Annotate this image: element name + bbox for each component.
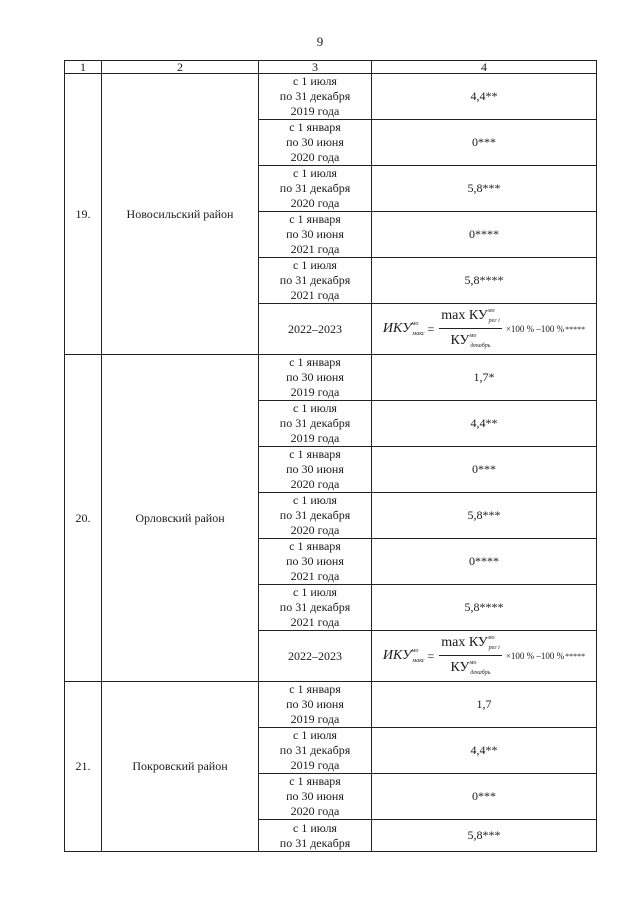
- period-line: по 30 июня: [286, 370, 344, 384]
- index-value: 5,8***: [372, 820, 597, 852]
- formula-footnote-stars: *****: [565, 651, 586, 661]
- formula-numerator-sub: рег i: [488, 318, 500, 324]
- formula-cell: [372, 304, 597, 355]
- header-col-2: 2: [102, 61, 259, 74]
- period-line: по 31 декабря: [279, 416, 351, 430]
- header-col-1: 1: [65, 61, 102, 74]
- table-row: [65, 74, 597, 120]
- formula-denominator: КУ: [450, 333, 470, 348]
- period-line: 2019 года: [290, 431, 340, 445]
- formula-fraction: [439, 631, 502, 681]
- formula-numerator: max КУ: [441, 635, 488, 650]
- period-cell: [259, 212, 372, 258]
- period-line: по 31 декабря: [279, 273, 351, 287]
- formula-cell: [372, 631, 597, 682]
- formula-lhs: ИКУ: [382, 647, 412, 663]
- header-row: [65, 61, 597, 74]
- header-col-4: 4: [372, 61, 597, 74]
- period-line: по 31 декабря: [279, 89, 351, 103]
- period-line: по 30 июня: [286, 554, 344, 568]
- period-line: 2020 года: [290, 523, 340, 537]
- iku-formula: [383, 631, 585, 681]
- period-line: по 30 июня: [286, 697, 344, 711]
- row-number: 19.: [65, 74, 102, 355]
- formula-denominator-sub: декабрь: [470, 343, 491, 349]
- district-name: Орловский район: [102, 355, 259, 682]
- index-value: 4,4**: [372, 74, 597, 120]
- period-line: с 1 июля: [293, 74, 337, 88]
- formula-denominator-sup: мо: [469, 333, 477, 339]
- period-line: с 1 июля: [293, 166, 337, 180]
- period-cell: [259, 166, 372, 212]
- index-value: 1,7: [372, 682, 597, 728]
- formula-tail: ×100 % –100 %: [505, 323, 565, 334]
- index-value: 4,4**: [372, 401, 597, 447]
- period-cell: [259, 120, 372, 166]
- formula-lhs-sup: мо: [411, 647, 419, 654]
- period-line: по 31 декабря: [279, 835, 351, 850]
- period-line: 2020 года: [290, 477, 340, 491]
- formula-denominator-sup: мо: [469, 660, 477, 666]
- index-value: 1,7*: [372, 355, 597, 401]
- period-line: 2019 года: [290, 758, 340, 772]
- district-name: Покровский район: [102, 682, 259, 852]
- formula-equals: =: [427, 321, 435, 336]
- period-cell: [259, 728, 372, 774]
- period-line: с 1 января: [289, 355, 341, 369]
- formula-equals: =: [427, 648, 435, 663]
- period-cell: [259, 682, 372, 728]
- table-row: [65, 682, 597, 728]
- formula-denominator: КУ: [450, 660, 470, 675]
- period-cell: [259, 631, 372, 682]
- period-cell: [259, 355, 372, 401]
- period-cell: [259, 74, 372, 120]
- period-line: 2019 года: [290, 104, 340, 118]
- formula-numerator: max КУ: [441, 308, 488, 323]
- index-value: 0***: [372, 447, 597, 493]
- period-line: 2021 года: [290, 242, 340, 256]
- formula-lhs-sub: макс: [412, 330, 425, 337]
- formula-lhs: ИКУ: [382, 320, 412, 336]
- period-cell: [259, 585, 372, 631]
- period-line: по 30 июня: [286, 227, 344, 241]
- period-line: с 1 июля: [293, 585, 337, 599]
- index-value: 4,4**: [372, 728, 597, 774]
- period-line: с 1 января: [289, 682, 341, 696]
- index-value: 5,8***: [372, 166, 597, 212]
- iku-formula: [383, 304, 585, 354]
- period-line: по 31 декабря: [279, 508, 351, 522]
- index-value: 0****: [372, 212, 597, 258]
- period-line: 2019 года: [290, 385, 340, 399]
- tariff-table: [64, 60, 597, 852]
- period-line: 2021 года: [290, 615, 340, 629]
- formula-fraction: [439, 304, 502, 354]
- index-value: 5,8****: [372, 258, 597, 304]
- formula-tail: ×100 % –100 %: [505, 650, 565, 661]
- row-number: 20.: [65, 355, 102, 682]
- period-cell: [259, 539, 372, 585]
- period-line: 2020 года: [290, 804, 340, 818]
- table-row: [65, 355, 597, 401]
- period-line: с 1 июля: [293, 258, 337, 272]
- index-value: 0***: [372, 120, 597, 166]
- period-line: по 31 декабря: [279, 181, 351, 195]
- period-line: по 31 декабря: [279, 600, 351, 614]
- period-line: с 1 января: [289, 447, 341, 461]
- period-line: с 1 июля: [293, 820, 337, 835]
- period-line: по 30 июня: [286, 135, 344, 149]
- formula-footnote-stars: *****: [565, 324, 586, 334]
- formula-denominator-sub: декабрь: [470, 670, 491, 676]
- period-line: 2021 года: [290, 569, 340, 583]
- row-number: 21.: [65, 682, 102, 852]
- formula-lhs-sub: макс: [412, 657, 425, 664]
- period-line: 2021 года: [290, 288, 340, 302]
- district-name: Новосильский район: [102, 74, 259, 355]
- period-cell: [259, 304, 372, 355]
- period-line: с 1 июля: [293, 493, 337, 507]
- period-line: с 1 июля: [293, 728, 337, 742]
- period-line: по 30 июня: [286, 462, 344, 476]
- index-value: 5,8****: [372, 585, 597, 631]
- formula-numerator-sup: мо: [487, 308, 495, 314]
- formula-numerator-sub: рег i: [488, 645, 500, 651]
- period-line: с 1 января: [289, 212, 341, 226]
- period-line: 2019 года: [290, 712, 340, 726]
- period-line: с 1 июля: [293, 401, 337, 415]
- formula-lhs-sup: мо: [411, 320, 419, 327]
- period-cell: [259, 820, 372, 852]
- period-cell: [259, 258, 372, 304]
- period-line: 2020 года: [290, 150, 340, 164]
- index-value: 0****: [372, 539, 597, 585]
- period-cell: [259, 774, 372, 820]
- period-line: с 1 января: [289, 774, 341, 788]
- period-cell: [259, 493, 372, 539]
- index-value: 5,8***: [372, 493, 597, 539]
- header-col-3: 3: [259, 61, 372, 74]
- period-line: по 30 июня: [286, 789, 344, 803]
- period-cell: [259, 401, 372, 447]
- index-value: 0***: [372, 774, 597, 820]
- page-number: 9: [316, 34, 324, 49]
- formula-numerator-sup: мо: [487, 635, 495, 641]
- period-line: 2022–2023: [288, 648, 342, 663]
- period-cell: [259, 447, 372, 493]
- period-line: 2020 года: [290, 196, 340, 210]
- period-line: с 1 января: [289, 120, 341, 134]
- period-line: по 31 декабря: [279, 743, 351, 757]
- period-line: 2022–2023: [288, 321, 342, 336]
- period-line: с 1 января: [289, 539, 341, 553]
